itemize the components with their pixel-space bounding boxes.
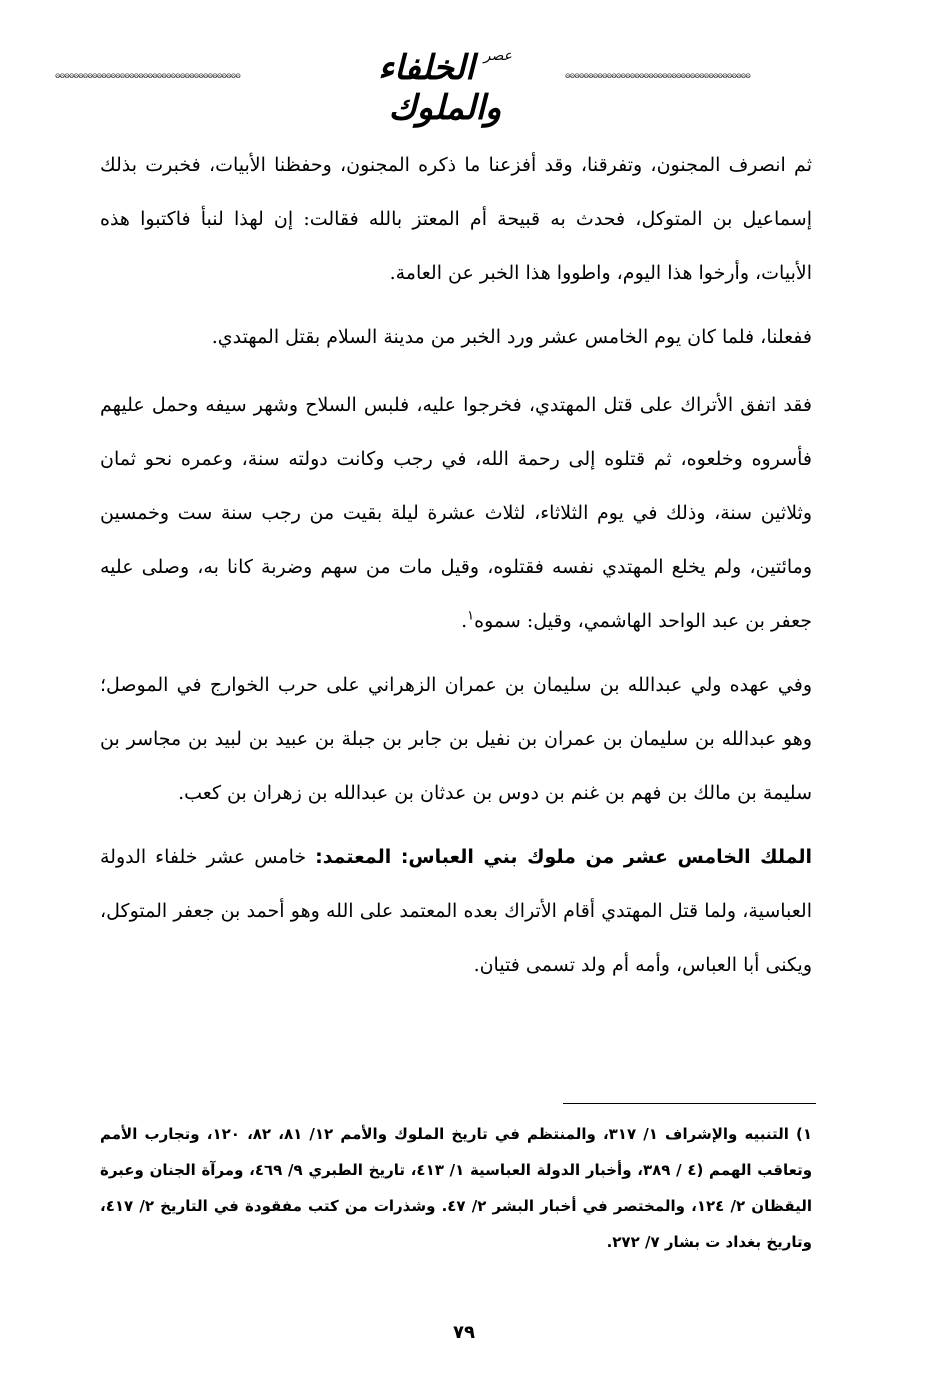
- header-title: [325, 48, 565, 128]
- header-ornament-right: ဓဓဓဓဓဓဓဓဓဓဓဓဓဓဓဓဓဓဓဓဓဓဓဓဓဓဓဓဓဓဓဓဓဓဓဓဓဓဓဓ: [565, 70, 750, 81]
- paragraph: وفي عهده ولي عبدالله بن سليمان بن عمران الزهراني على حرب الخوارج في الموصل؛ وهو عبدالله بن سليمان بن عمران بن نفيل بن جابر بن جبلة بن عبيد بن لبيد بن مجاسر بن سليمة بن مالك بن فهم بن غنم بن دوس بن عدثان بن عبدالله بن زهران بن كعب.: [100, 674, 812, 804]
- paragraph-text: فقد اتفق الأتراك على قتل المهتدي، فخرجوا عليه، فلبس السلاح وشهر سيفه وحمل عليهم فأسروه وخلعوه، ثم قتلوه إلى رحمة الله، في رجب وكانت دولته سنة، وعمره نحو ثمان وثلاثين سنة، وذلك في يوم الثلاثاء، لثلاث عشرة ليلة بقيت من رجب سنة ست وخمسين ومائتين، ولم يخلع المهتدي نفسه فقتلوه، وقيل مات من سهم وضربة كانا به، وصلى عليه جعفر بن عبد الواحد الهاشمي، وقيل: سموه: [100, 394, 812, 632]
- footnote-reference[interactable]: ١: [467, 608, 475, 624]
- paragraph: ثم انصرف المجنون، وتفرقنا، وقد أفزعنا ما ذكره المجنون، وحفظنا الأبيات، فخبرت بذلك إسماعيل بن المتوكل، فحدث به قبيحة أم المعتز بالله فقالت: إن لهذا لنبأ فاكتبوا هذه الأبيات، وأرخوا هذا اليوم، واطووا هذا الخبر عن العامة.: [100, 154, 812, 284]
- footnote: ١) التنبيه والإشراف ١/ ٣١٧، والمنتظم في تاريخ الملوك والأمم ١٢/ ٨١، ٨٢، ١٢٠، وتجارب الأمم وتعاقب الهمم (٤ / ٣٨٩، وأخبار الدولة العباسية ١/ ٤١٣، تاريخ الطبري ٩/ ٤٦٩، ومرآة الجنان وعبرة اليقظان ٢/ ١٢٤، والمختصر في أخبار البشر ٢/ ٤٧. وشذرات من كتب مفقودة في التاريخ ٢/ ٤١٧، وتاريخ بغداد ت بشار ٧/ ٢٧٢.: [100, 1125, 813, 1251]
- section-text: خامس عشر خلفاء الدولة العباسية، ولما قتل المهتدي أقام الأتراك بعده المعتمد على الله وهو أحمد بن جعفر المتوكل، ويكنى أبا العباس، وأمه أم ولد تسمى فتيان.: [100, 846, 812, 976]
- section-paragraph: [100, 830, 812, 992]
- header-title-prefix: عصر: [483, 48, 512, 64]
- main-text: [100, 138, 812, 1002]
- header-ornament-left: ဓဓဓဓဓဓဓဓဓဓဓဓဓဓဓဓဓဓဓဓဓဓဓဓဓဓဓဓဓဓဓဓဓဓဓဓဓဓဓဓ: [55, 70, 240, 81]
- page-number: ٧٩: [453, 1322, 475, 1343]
- section-heading: الملك الخامس عشر من ملوك بني العباس: المعتمد:: [315, 846, 812, 868]
- paragraph: فقد اتفق الأتراك على قتل المهتدي، فخرجوا عليه، فلبس السلاح وشهر سيفه وحمل عليهم فأسروه وخلعوه، ثم قتلوه إلى رحمة الله، في رجب وكانت دولته سنة، وعمره نحو ثمان وثلاثين سنة، وذلك في يوم الثلاثاء، لثلاث عشرة ليلة بقيت من رجب سنة ست وخمسين ومائتين، ولم يخلع المهتدي نفسه فقتلوه، وقيل مات من سهم وضربة كانا به، وصلى عليه جعفر بن عبد الواحد الهاشمي، وقيل: سموه$^١$.: [100, 394, 812, 632]
- footnote-separator: [563, 1103, 816, 1104]
- header-title-main: الخلفاء والملوك: [378, 48, 502, 128]
- paragraph: ففعلنا، فلما كان يوم الخامس عشر ورد الخبر من مدينة السلام بقتل المهتدي.: [211, 326, 812, 348]
- running-header: [55, 40, 835, 128]
